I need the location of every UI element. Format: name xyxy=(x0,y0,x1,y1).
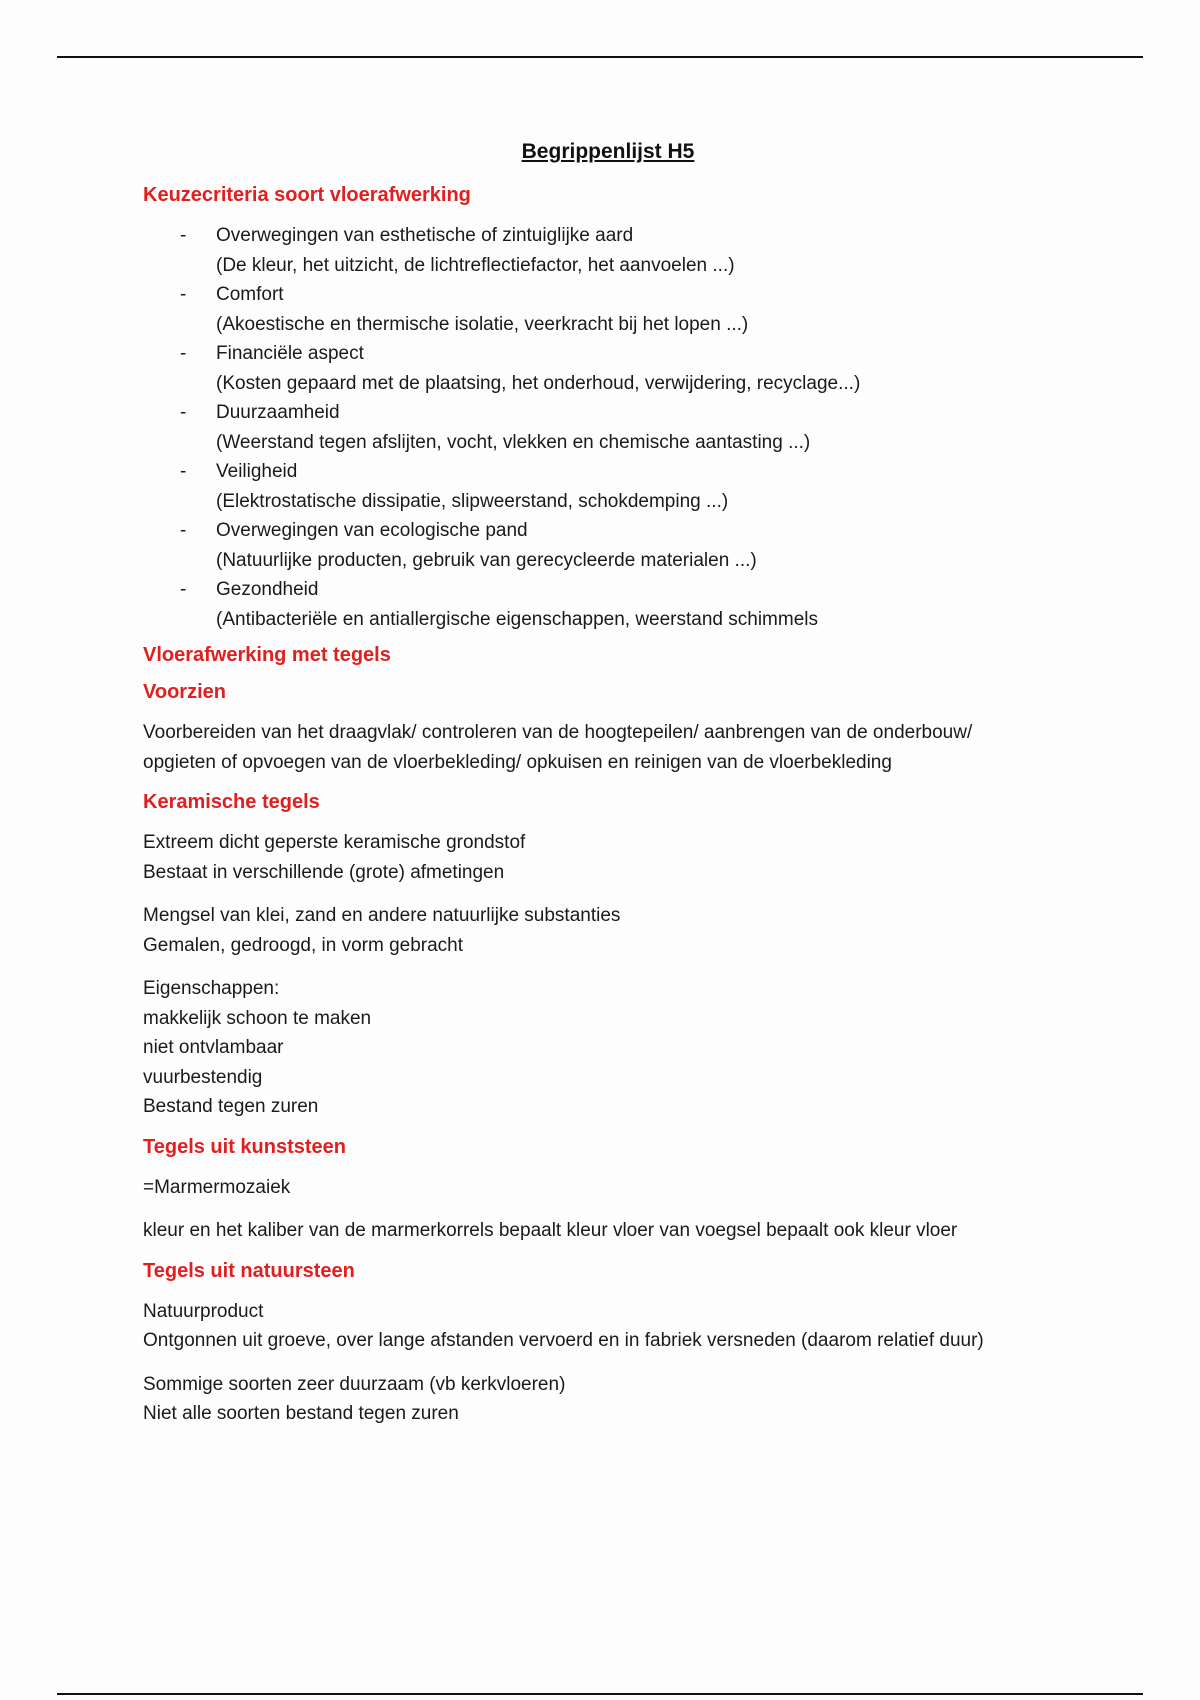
paragraph-keramisch-2 xyxy=(143,901,1073,960)
heading-voorzien: Voorzien xyxy=(143,681,226,703)
list-item xyxy=(143,339,1073,398)
list-item xyxy=(143,280,1073,339)
list-item xyxy=(143,516,1073,575)
item-detail: (Natuurlijke producten, gebruik van gerecycleerde materialen ...) xyxy=(216,549,757,571)
text-line: Niet alle soorten bestand tegen zuren xyxy=(143,1403,459,1424)
heading-vloerafwerking-tegels: Vloerafwerking met tegels xyxy=(143,644,391,666)
paragraph-keramisch-1 xyxy=(143,828,1073,887)
dash-bullet: - xyxy=(180,343,187,364)
heading-keuzecriteria: Keuzecriteria soort vloerafwerking xyxy=(143,184,471,206)
item-label: Overwegingen van esthetische of zintuiglijke aard xyxy=(216,225,634,246)
heading-kunststeen: Tegels uit kunststeen xyxy=(143,1135,347,1158)
item-label: Financiële aspect xyxy=(216,343,364,364)
dash-bullet: - xyxy=(180,520,187,541)
item-label: Duurzaamheid xyxy=(216,402,340,423)
list-item xyxy=(143,575,1073,634)
text-line: kleur en het kaliber van de marmerkorrels bepaalt kleur vloer van voegsel bepaalt ook kleur vloer xyxy=(143,1220,958,1241)
header-rule xyxy=(57,56,1143,58)
heading-natuursteen: Tegels uit natuursteen xyxy=(143,1259,355,1282)
footer-rule xyxy=(57,1693,1143,1695)
text-line: niet ontvlambaar xyxy=(143,1037,284,1058)
paragraph-voorzien xyxy=(143,718,1073,777)
text-line: makkelijk schoon te maken xyxy=(143,1007,372,1029)
item-detail: (Antibacteriële en antiallergische eigenschappen, weerstand schimmels xyxy=(216,608,818,630)
text-line: opgieten of opvoegen van de vloerbekleding/ opkuisen en reinigen van de vloerbekleding xyxy=(143,751,892,773)
text-line: Bestand tegen zuren xyxy=(143,1096,319,1117)
paragraph-eigenschappen xyxy=(143,974,1073,1122)
heading-keramische-tegels: Keramische tegels xyxy=(143,791,320,813)
dash-bullet: - xyxy=(180,579,187,600)
item-detail: (Elektrostatische dissipatie, slipweerstand, schokdemping ...) xyxy=(216,490,729,512)
paragraph-natuursteen-1 xyxy=(143,1297,1073,1356)
item-detail: (Akoestische en thermische isolatie, veerkracht bij het lopen ...) xyxy=(216,313,749,335)
text-line: Gemalen, gedroogd, in vorm gebracht xyxy=(143,934,464,956)
text-line: Bestaat in verschillende (grote) afmetingen xyxy=(143,861,505,883)
dash-bullet: - xyxy=(180,402,187,423)
paragraph-natuursteen-2 xyxy=(143,1370,1073,1429)
text-line: vuurbestendig xyxy=(143,1066,263,1088)
dash-bullet: - xyxy=(180,284,187,305)
document-body xyxy=(143,140,1073,1443)
text-line: =Marmermozaiek xyxy=(143,1176,291,1198)
item-label: Comfort xyxy=(216,284,284,305)
list-item xyxy=(143,457,1073,516)
dash-bullet: - xyxy=(180,225,187,246)
text-line: Voorbereiden van het draagvlak/ controleren van de hoogtepeilen/ aanbrengen van de onderbouw/ xyxy=(143,722,973,743)
list-item xyxy=(143,221,1073,280)
text-line: Eigenschappen: xyxy=(143,978,280,999)
item-detail: (Kosten gepaard met de plaatsing, het onderhoud, verwijdering, recyclage...) xyxy=(216,372,861,394)
text-line: Extreem dicht geperste keramische grondstof xyxy=(143,832,526,853)
text-line: Sommige soorten zeer duurzaam (vb kerkvloeren) xyxy=(143,1373,566,1395)
page-title: Begrippenlijst H5 xyxy=(521,140,695,163)
list-item xyxy=(143,398,1073,457)
text-line: Natuurproduct xyxy=(143,1300,264,1322)
item-label: Overwegingen van ecologische pand xyxy=(216,520,528,541)
dash-bullet: - xyxy=(180,461,187,482)
item-label: Gezondheid xyxy=(216,579,319,600)
text-line: Ontgonnen uit groeve, over lange afstanden vervoerd en in fabriek versneden (daarom relatief duur) xyxy=(143,1330,984,1351)
item-detail: (De kleur, het uitzicht, de lichtreflectiefactor, het aanvoelen ...) xyxy=(216,254,735,276)
text-line: Mengsel van klei, zand en andere natuurlijke substanties xyxy=(143,905,621,926)
criteria-list xyxy=(143,221,1073,634)
item-detail: (Weerstand tegen afslijten, vocht, vlekken en chemische aantasting ...) xyxy=(216,431,811,453)
item-label: Veiligheid xyxy=(216,461,298,482)
paragraph-kunststeen-1 xyxy=(143,1173,1073,1203)
paragraph-kunststeen-2 xyxy=(143,1216,1073,1246)
